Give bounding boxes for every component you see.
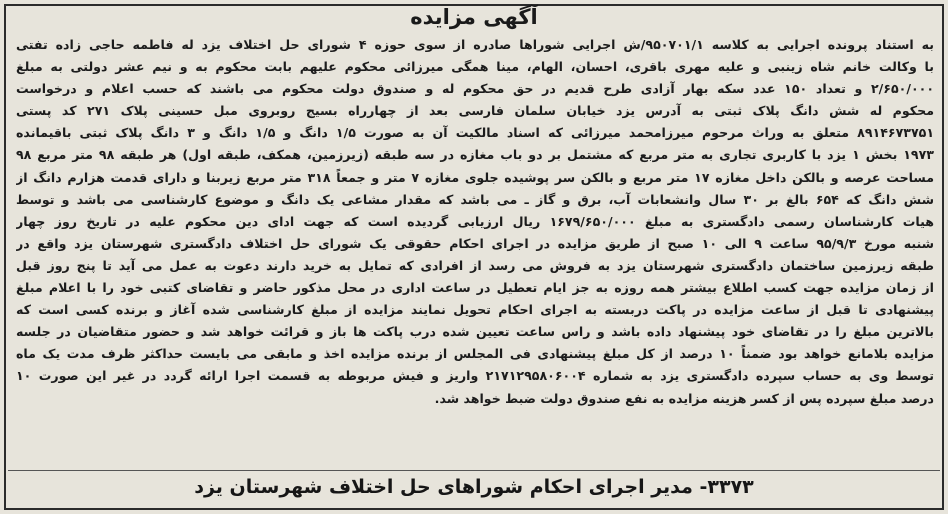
notice-line: طبقه زیرزمین ساختمان دادگستری شهرستان یزد به فروش می رسد از افرادی که تمایل به خرید دارند دعوت به عمل می آید تا پنج روز قبل <box>16 257 934 273</box>
signature-divider <box>8 470 940 471</box>
notice-title: آگهی مزایده <box>410 5 538 29</box>
notice-line: محکوم له شش دانگ پلاک ثبتی به آدرس یزد خیابان سلمان فارسی بعد از چهارراه بسیج روبروی مبل حسینی پلاک ۲۷۱ کد پستی <box>16 103 934 119</box>
notice-line: شنبه مورخ ۹۵/۹/۳ ساعت ۹ الی ۱۰ صبح از طریق مزایده در اجرای احکام حقوقی یک شورای حل اختلاف دادگستری شهرستان یزد واقع در <box>16 235 934 251</box>
notice-line: پیشنهادی تا قبل از ساعت مزایده در پاکت دربسته به اجرای احکام تحویل نمایند مزایده از مبلغ کارشناسی شده آغاز و برنده کسی است که <box>16 302 934 318</box>
notice-line: توسط وی به حساب سپرده دادگستری یزد به شماره ۲۱۷۱۲۹۵۸۰۶۰۰۴ واریز و فیش مربوطه به قسمت اجرا ارائه گردد در غیر این صورت ۱۰ <box>16 368 934 384</box>
notice-line: ۲/۶۵۰/۰۰۰ و تعداد ۱۵۰ عدد سکه بهار آزادی طرح قدیم در حق محکوم له و صندوق دولت محکوم می باشند که حسب اعلام و درخواست <box>16 81 934 97</box>
notice-line: هیات کارشناسان رسمی دادگستری به مبلغ ۱۶۷۹/۶۵۰/۰۰۰ ریال ارزیابی گردیده است که جهت ادای دین محکوم علیه در تاریخ روز چهار <box>16 213 934 229</box>
notice-signature: ۳۳۷۳- مدیر اجرای احکام شوراهای حل اختلاف شهرستان یزد <box>194 476 754 498</box>
notice-line: از زمان مزایده جهت کسب اطلاع بیشتر همه روزه به جز ایام تعطیل در ساعت اداری در محل مذکور حاضر و تقاضای کتبی خود را با اعلام مبلغ <box>16 280 934 296</box>
notice-line: ۸۹۱۴۶۷۳۷۵۱ متعلق به وراث مرحوم میرزامحمد میرزائی که اسناد مالکیت آن به صورت ۱/۵ دانگ و ۱/۵ دانگ و ۳ دانگ پلاک ثبتی باقیمانده <box>16 125 934 141</box>
notice-line: مزایده بلامانع خواهد بود ضمناً ۱۰ درصد از کل مبلغ پیشنهادی فی المجلس از برنده مزایده اخذ و مابقی می بایست حداکثر ظرف مدت یک ماه <box>16 346 934 362</box>
notice-body <box>16 34 934 410</box>
notice-line: به استناد پرونده اجرایی به کلاسه ۹۵۰۷۰۱/۱/ش اجرایی شوراها صادره از سوی حوزه ۴ شورای حل اختلاف یزد له فاطمه حاجی زاده تفتی <box>16 37 934 52</box>
notice-line: بالاترین مبلغ را در تقاضای خود پیشنهاد داده باشد و راس ساعت تعیین شده درب پاکت ها باز و قرائت خواهد شد و حضور متقاضیان در جلسه <box>16 324 934 340</box>
notice-line: با وکالت خانم شاه زینبی و علیه مهری باقری، احسان، الهام، مینا همگی میرزائی محکوم علیهم بابت محکوم به و نیم عشر دولتی به مبلغ <box>16 59 934 75</box>
notice-line: شش دانگ که ۶۵۴ بالغ بر ۳۰ سال وانشعابات آب، برق و گاز ـ می باشد که مقدار مشاعی یک دانگ و موضوع کارشناسی می باشد و توسط <box>16 191 934 207</box>
notice-line: مساحت عرصه و بالکن داخل مغازه ۱۷ متر مربع و بالکن سر پوشیده جلوی مغازه ۷ متر و جمعاً ۳۱۸ متر مربع زیربنا و دارای قدمت هزارم دانگ از <box>16 169 934 185</box>
notice-line: ۱۹۷۳ بخش ۱ یزد با کاربری تجاری به متر مربع که مشتمل بر دو باب مغازه در سه طبقه (زیرزمین، همکف، طبقه اول) هر طبقه ۹۸ متر مربع ۹۸ <box>16 147 934 163</box>
notice-line: درصد مبلغ سپرده پس از کسر هزینه مزایده به نفع صندوق دولت ضبط خواهد شد. <box>434 390 934 406</box>
